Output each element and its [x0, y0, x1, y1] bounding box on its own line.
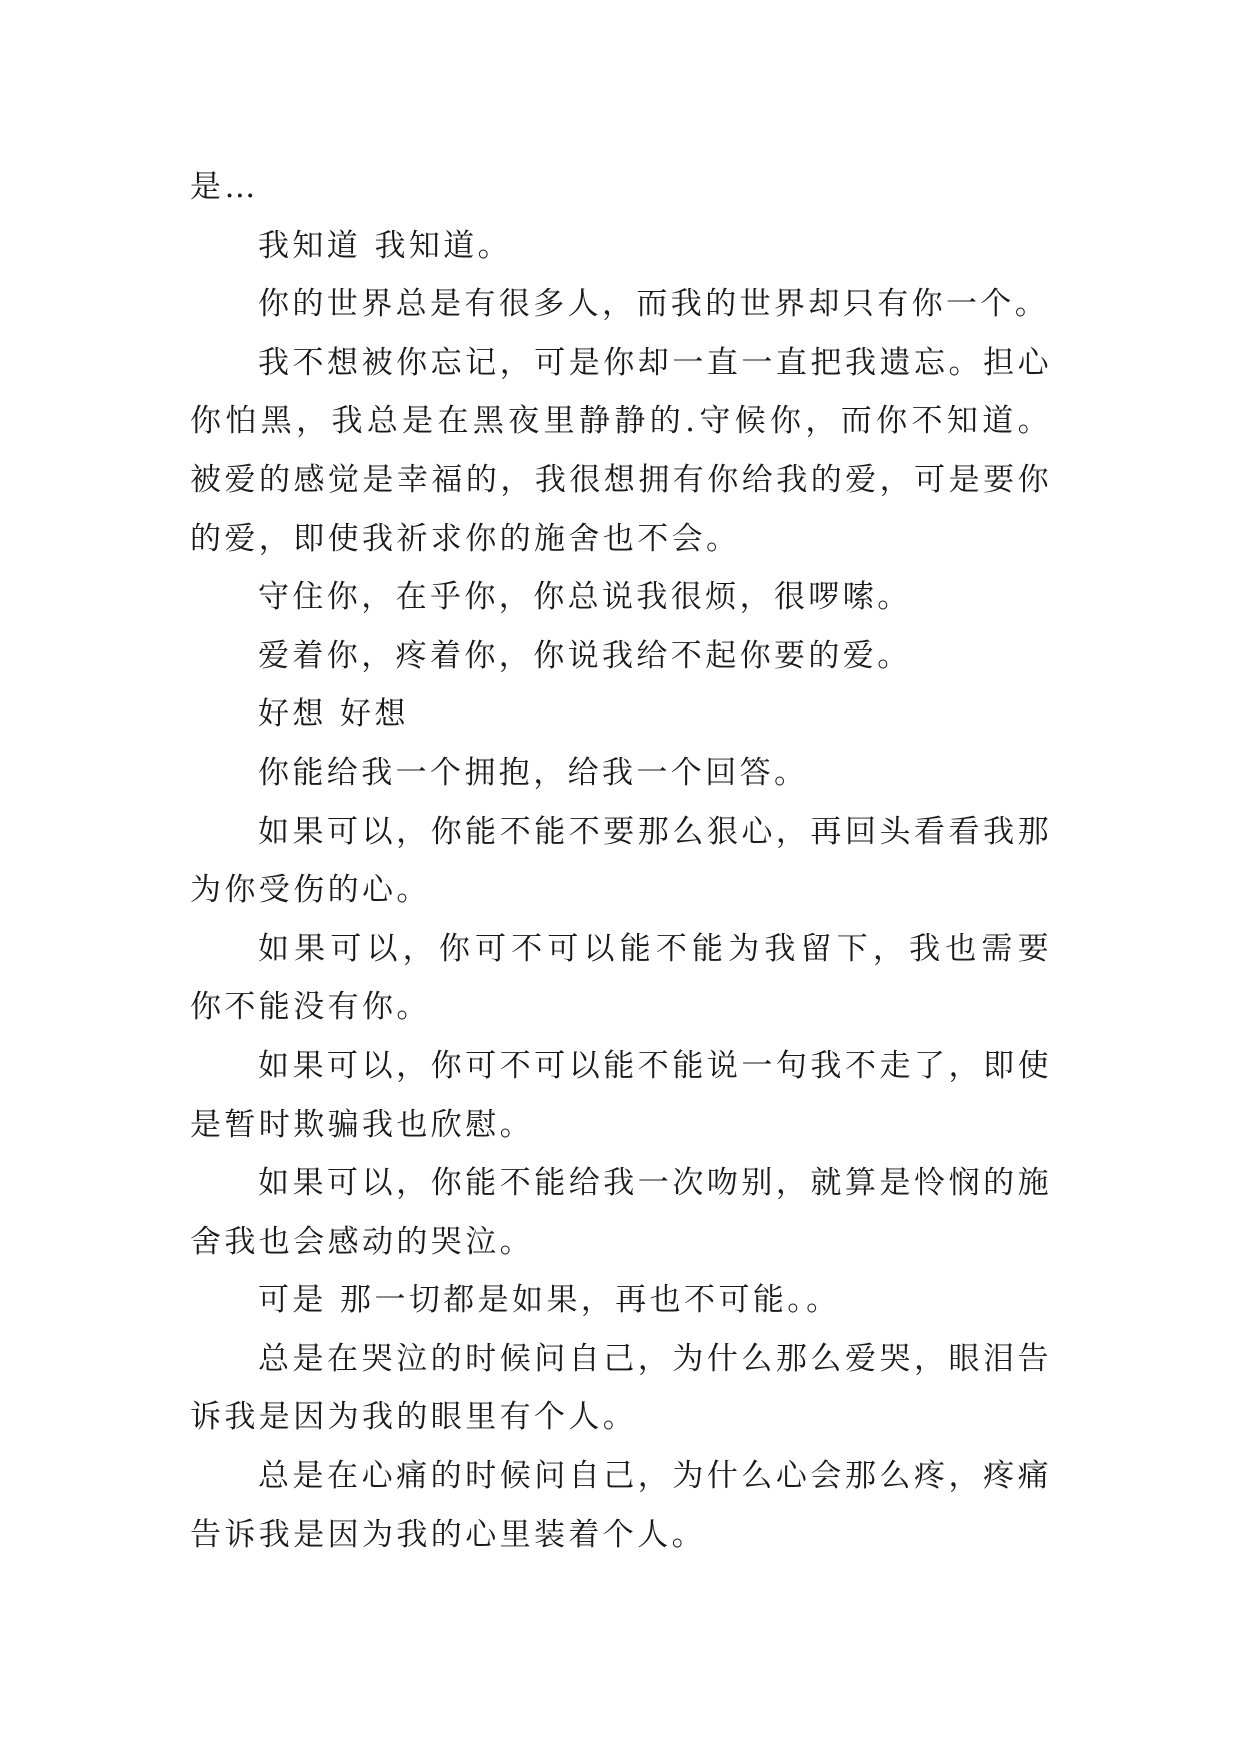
paragraph: 如果可以，你能不能给我一次吻别，就算是怜悯的施舍我也会感动的哭泣。: [190, 1165, 1052, 1260]
document-body: [190, 158, 1052, 1564]
paragraph: 你能给我一个拥抱，给我一个回答。: [258, 754, 809, 791]
paragraph: 如果可以，你可不可以能不能为我留下，我也需要 你不能没有你。: [190, 930, 1052, 1026]
paragraph: 如果可以，你能不能不要那么狠心，再回头看看我那为你受伤的心。: [190, 813, 1052, 909]
paragraph: 是…: [190, 169, 259, 205]
paragraph: 好想 好想: [258, 696, 409, 733]
paragraph: 你的世界总是有很多人，而我的世界却只有你一个。: [258, 286, 1050, 323]
paragraph: 可是 那一切都是如果，再也不可能。。: [258, 1282, 841, 1319]
paragraph: 守住你，在乎你，你总说我很烦，很啰嗦。: [258, 579, 912, 616]
paragraph: 我不想被你忘记，可是你却一直一直把我遗忘。担心你怕黑，我总是在黑夜里静静的.守候你，而你不知道。被爱的感觉是幸福的，我很想拥有你给我的爱，可是要你的爱，即使我祈求你的施舍也不会。: [190, 344, 1052, 557]
paragraph: 我知道 我知道。: [258, 227, 513, 264]
paragraph: 总是在心痛的时候问自己，为什么心会那么疼，疼痛告诉我是因为我的心里装着个人。: [190, 1458, 1052, 1553]
paragraph: 爱着你，疼着你，你说我给不起你要的爱。: [258, 637, 912, 674]
paragraph: 总是在哭泣的时候问自己，为什么那么爱哭，眼泪告诉我是因为我的眼里有个人。: [190, 1340, 1052, 1436]
paragraph: 如果可以，你可不可以能不能说一句我不走了，即使是暂时欺骗我也欣慰。: [190, 1047, 1052, 1143]
